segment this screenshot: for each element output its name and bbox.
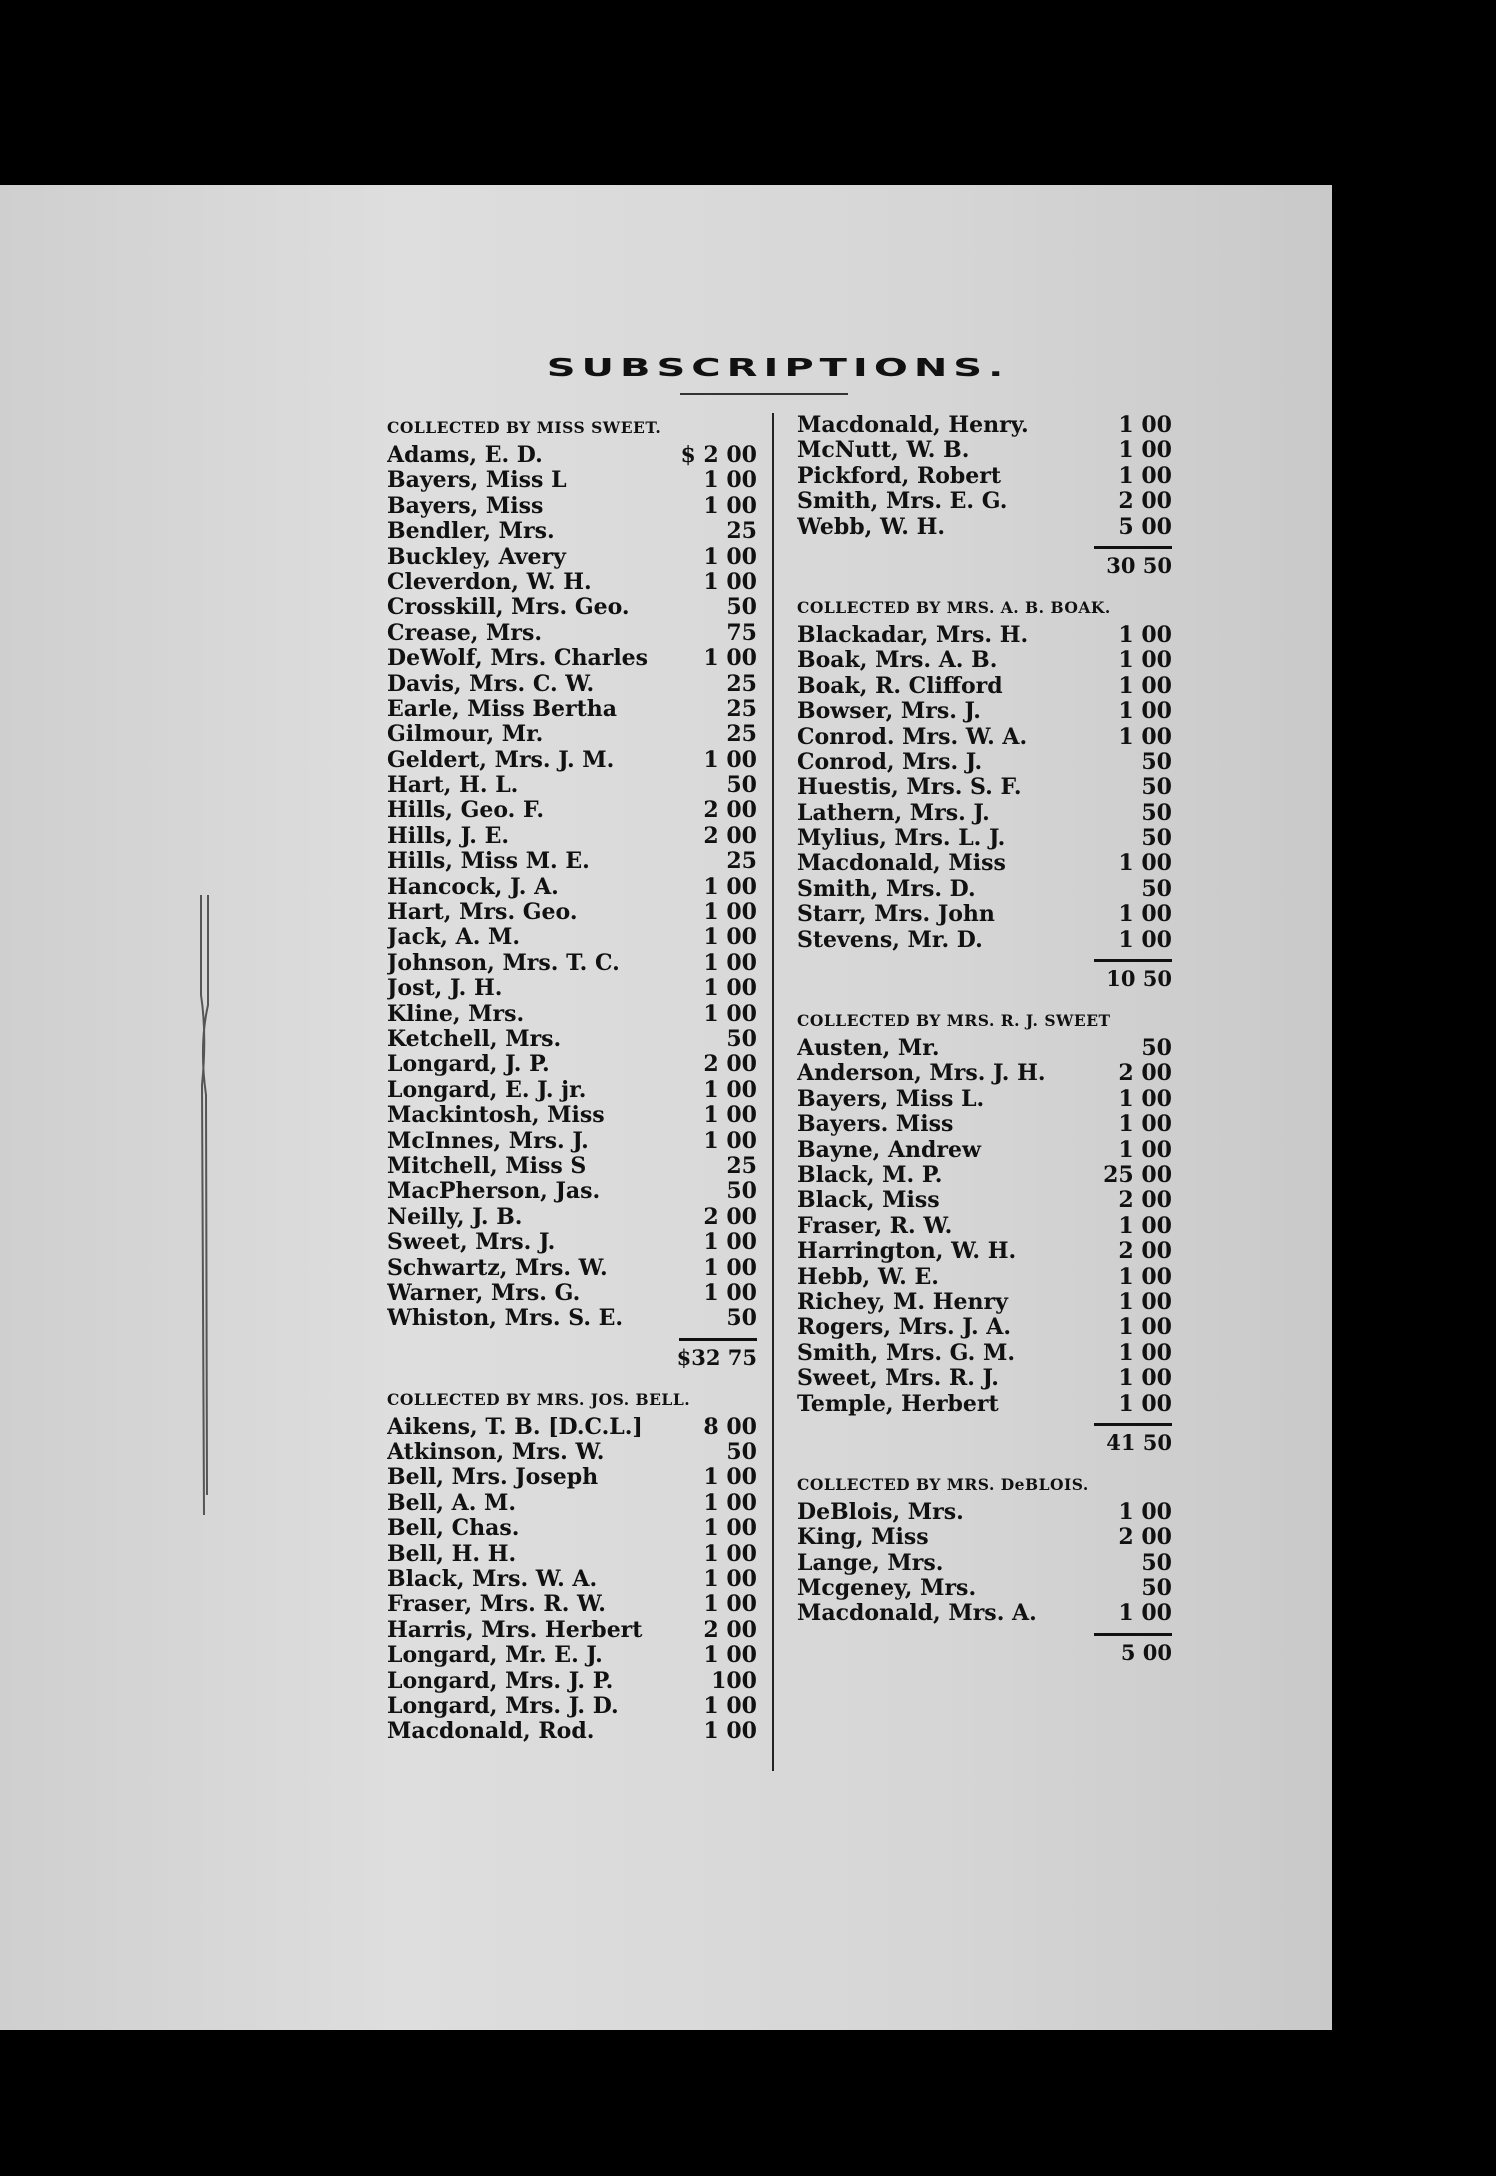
subscription-amount: 2 00: [1118, 1238, 1172, 1265]
subscriber-name: Neilly, J. B.: [387, 1204, 523, 1230]
subscriber-name: Crease, Mrs.: [387, 620, 543, 646]
list-bell: [387, 1415, 757, 1745]
section-heading-bell: COLLECTED BY MRS. JOS. BELL.: [387, 1389, 691, 1409]
subscriber-name: Hills, J. E.: [387, 823, 510, 849]
list-item: [387, 570, 757, 595]
list-item: [387, 1440, 757, 1465]
list-item: [797, 1366, 1172, 1391]
subscription-amount: 2 00: [703, 797, 757, 824]
subscription-amount: 50: [1141, 748, 1172, 775]
subscriber-name: Bell, A. M.: [387, 1490, 517, 1516]
subscriber-name: Bayers, Miss L: [387, 468, 567, 494]
subscriber-name: Atkinson, Mrs. W.: [387, 1440, 605, 1466]
list-item: [387, 849, 757, 874]
subscriber-name: Kline, Mrs.: [387, 1001, 525, 1027]
subscription-amount: 1 00: [1118, 437, 1172, 464]
list-item: [797, 1265, 1172, 1290]
subscriber-name: Buckley, Avery: [387, 544, 566, 570]
subscription-amount: 50: [726, 1178, 757, 1205]
list-item: [387, 697, 757, 722]
subscription-amount: 1 00: [1118, 1263, 1172, 1290]
subscription-amount: 2 00: [703, 822, 757, 849]
subscriber-name: DeWolf, Mrs. Charles: [387, 646, 649, 672]
needle-mark: [197, 895, 211, 1515]
subscription-amount: 2 00: [1118, 1060, 1172, 1087]
subscription-amount: 1 00: [1118, 901, 1172, 928]
subscriber-name: Boak, R. Clifford: [797, 673, 1003, 699]
list-item: [797, 1500, 1172, 1525]
title-underline: [680, 393, 848, 395]
list-item: [797, 1188, 1172, 1213]
subscriber-name: Fraser, Mrs. R. W.: [387, 1592, 606, 1618]
subscription-amount: 1 00: [1118, 1314, 1172, 1341]
list-item: [387, 672, 757, 697]
subscription-amount: 1 00: [703, 1229, 757, 1256]
list-item: [387, 1281, 757, 1306]
subscriber-name: Sweet, Mrs. R. J.: [797, 1366, 999, 1392]
subscription-amount: 1 00: [1118, 850, 1172, 877]
total-rjsweet: 41 50: [1106, 1429, 1172, 1455]
subscription-amount: $ 2 00: [680, 442, 757, 468]
subscriber-name: Hart, Mrs. Geo.: [387, 900, 578, 926]
list-item: [387, 1542, 757, 1567]
subscriber-name: Black, Miss: [797, 1188, 940, 1214]
subscription-amount: 1 00: [1118, 1498, 1172, 1525]
subscriber-name: Black, Mrs. W. A.: [387, 1567, 598, 1593]
subscriber-name: Smith, Mrs. E. G.: [797, 489, 1008, 515]
subscription-amount: 1 00: [703, 1279, 757, 1306]
subscriber-name: Mitchell, Miss S: [387, 1153, 587, 1179]
list-item: [387, 1256, 757, 1281]
subscription-amount: 1 00: [703, 949, 757, 976]
list-item: [797, 515, 1172, 540]
subscription-amount: 1 00: [1118, 1365, 1172, 1392]
list-item: [797, 438, 1172, 463]
total-sweet: $32 75: [676, 1344, 757, 1370]
subscriber-name: Jost, J. H.: [387, 976, 503, 1002]
list-item: [387, 824, 757, 849]
subscriber-name: Longard, Mr. E. J.: [387, 1643, 603, 1669]
list-item: [797, 1239, 1172, 1264]
list-boak: [797, 623, 1172, 953]
subscription-amount: 25 00: [1103, 1161, 1172, 1188]
list-item: [387, 1179, 757, 1204]
subscription-amount: 25: [726, 848, 757, 875]
subscriber-name: Schwartz, Mrs. W.: [387, 1255, 608, 1281]
total-bell: 30 50: [1106, 552, 1172, 578]
subscription-amount: 1 00: [703, 1540, 757, 1567]
subscription-amount: 1 00: [1118, 1339, 1172, 1366]
subscription-amount: 1 00: [703, 924, 757, 951]
list-item: [387, 1306, 757, 1331]
list-item: [797, 489, 1172, 514]
subscriber-name: Macdonald, Miss: [797, 851, 1006, 877]
subscription-amount: 1 00: [1118, 462, 1172, 489]
list-item: [797, 750, 1172, 775]
subscription-amount: 50: [1141, 1549, 1172, 1576]
subscriber-name: Harrington, W. H.: [797, 1239, 1017, 1265]
list-item: [797, 877, 1172, 902]
list-item: [387, 798, 757, 823]
subscriber-name: Lathern, Mrs. J.: [797, 800, 990, 826]
list-item: [797, 775, 1172, 800]
subscription-amount: 1 00: [1118, 1600, 1172, 1627]
subscriber-name: Hancock, J. A.: [387, 874, 559, 900]
list-item: [797, 464, 1172, 489]
subscription-amount: 50: [726, 772, 757, 799]
subscription-amount: 1 00: [703, 568, 757, 595]
subscriber-name: Longard, Mrs. J. D.: [387, 1693, 619, 1719]
subscription-amount: 25: [726, 695, 757, 722]
subscriber-name: Aikens, T. B. [D.C.L.]: [387, 1414, 643, 1440]
subscriber-name: Mackintosh, Miss: [387, 1103, 605, 1129]
subscriber-name: Blackadar, Mrs. H.: [797, 622, 1029, 648]
subscriber-name: Smith, Mrs. G. M.: [797, 1340, 1015, 1366]
subscription-amount: 1 00: [703, 543, 757, 570]
subscription-amount: 1 00: [1118, 647, 1172, 674]
list-item: [387, 925, 757, 950]
list-item: [387, 1516, 757, 1541]
list-item: [387, 443, 757, 468]
subscriber-name: Conrod. Mrs. W. A.: [797, 724, 1028, 750]
list-item: [387, 1002, 757, 1027]
list-item: [387, 773, 757, 798]
subscriber-name: Whiston, Mrs. S. E.: [387, 1306, 624, 1332]
subscriber-name: McInnes, Mrs. J.: [387, 1128, 589, 1154]
subscription-amount: 1 00: [703, 1489, 757, 1516]
list-item: [797, 801, 1172, 826]
subscription-amount: 75: [726, 619, 757, 646]
subscription-amount: 1 00: [703, 1692, 757, 1719]
list-item: [797, 1576, 1172, 1601]
subscription-amount: 1 00: [1118, 672, 1172, 699]
list-rjsweet: [797, 1036, 1172, 1417]
list-item: [797, 648, 1172, 673]
list-item: [387, 976, 757, 1001]
list-item: [797, 1315, 1172, 1340]
subscriber-name: Stevens, Mr. D.: [797, 927, 983, 953]
subscriber-name: Johnson, Mrs. T. C.: [387, 950, 620, 976]
subscriber-name: Rogers, Mrs. J. A.: [797, 1315, 1012, 1341]
subscription-amount: 1 00: [1118, 412, 1172, 438]
subscriber-name: Richey, M. Henry: [797, 1289, 1008, 1315]
subscriber-name: Bell, Chas.: [387, 1516, 520, 1542]
subscriber-name: Conrod, Mrs. J.: [797, 749, 983, 775]
subscription-amount: 1 00: [703, 1591, 757, 1618]
subscription-amount: 1 00: [703, 1464, 757, 1491]
list-item: [387, 1205, 757, 1230]
list-item: [387, 1719, 757, 1744]
list-item: [387, 1592, 757, 1617]
list-item: [387, 1415, 757, 1440]
subscription-amount: 50: [1141, 1575, 1172, 1602]
subscriber-name: Smith, Mrs. D.: [797, 876, 976, 902]
subscriber-name: Starr, Mrs. John: [797, 902, 995, 928]
subscriber-name: Longard, E. J. jr.: [387, 1077, 587, 1103]
subscriber-name: Harris, Mrs. Herbert: [387, 1617, 643, 1643]
subscriber-name: McNutt, W. B.: [797, 438, 970, 464]
subscription-amount: 1 00: [703, 1102, 757, 1129]
total-deblois: 5 00: [1120, 1639, 1172, 1665]
subscriber-name: Bell, H. H.: [387, 1541, 517, 1567]
subscriber-name: Macdonald, Mrs. A.: [797, 1601, 1037, 1627]
subscriber-name: DeBlois, Mrs.: [797, 1499, 964, 1525]
list-item: [387, 1129, 757, 1154]
subscription-amount: 1 00: [1118, 926, 1172, 953]
subscriber-name: Bell, Mrs. Joseph: [387, 1465, 599, 1491]
list-item: [387, 1643, 757, 1668]
section-heading-sweet: COLLECTED BY MISS SWEET.: [387, 418, 662, 437]
subscriber-name: Macdonald, Rod.: [387, 1719, 595, 1745]
list-item: [387, 951, 757, 976]
subscriber-name: Earle, Miss Bertha: [387, 696, 618, 722]
total-boak: 10 50: [1106, 966, 1172, 992]
list-item: [797, 699, 1172, 724]
list-bell-continued: [797, 413, 1172, 540]
subscription-amount: 1 00: [703, 899, 757, 926]
section-heading-rjsweet: COLLECTED BY MRS. R. J. SWEET: [797, 1011, 1111, 1031]
subscription-amount: 1 00: [703, 975, 757, 1002]
section-heading-deblois: COLLECTED BY MRS. DeBLOIS.: [797, 1474, 1089, 1494]
subscription-amount: 1 00: [703, 1642, 757, 1669]
list-item: [797, 1290, 1172, 1315]
subscription-amount: 5 00: [1118, 513, 1172, 540]
subscription-amount: 1 00: [703, 1254, 757, 1281]
list-item: [797, 1061, 1172, 1086]
subscriber-name: Warner, Mrs. G.: [387, 1280, 581, 1306]
subscription-amount: 1 00: [703, 1566, 757, 1593]
column-divider: [772, 413, 774, 1771]
subscriber-name: Hebb, W. E.: [797, 1264, 939, 1290]
subscriber-name: Hills, Miss M. E.: [387, 849, 590, 875]
list-item: [387, 748, 757, 773]
list-item: [797, 1138, 1172, 1163]
list-item: [797, 1601, 1172, 1626]
list-item: [387, 1078, 757, 1103]
subscription-amount: 50: [726, 1305, 757, 1332]
subscription-amount: 2 00: [1118, 1524, 1172, 1551]
subscriber-name: Macdonald, Henry.: [797, 413, 1029, 438]
subscription-amount: 2 00: [703, 1203, 757, 1230]
subscription-amount: 1 00: [703, 873, 757, 900]
list-item: [797, 1087, 1172, 1112]
subscriber-name: Gilmour, Mr.: [387, 722, 544, 748]
list-item: [387, 1027, 757, 1052]
subscription-amount: 1 00: [1118, 1111, 1172, 1138]
list-item: [797, 1551, 1172, 1576]
list-item: [797, 1525, 1172, 1550]
subscription-amount: 1 00: [703, 467, 757, 494]
subscription-amount: 1 00: [703, 1000, 757, 1027]
subscriber-name: Webb, W. H.: [797, 514, 946, 540]
subscription-amount: 1 00: [703, 746, 757, 773]
list-item: [387, 494, 757, 519]
list-item: [387, 1103, 757, 1128]
subscriber-name: Fraser, R. W.: [797, 1213, 953, 1239]
list-item: [387, 1694, 757, 1719]
subscriber-name: Longard, Mrs. J. P.: [387, 1668, 614, 1694]
subscriber-name: Bowser, Mrs. J.: [797, 699, 981, 725]
subscription-amount: 2 00: [1118, 488, 1172, 515]
subscriber-name: MacPherson, Jas.: [387, 1179, 601, 1205]
list-item: [797, 413, 1172, 438]
list-item: [387, 875, 757, 900]
subscriber-name: Bayers. Miss: [797, 1112, 954, 1138]
subscription-amount: 1 00: [703, 1076, 757, 1103]
subscription-amount: 1 00: [703, 1718, 757, 1745]
subscription-amount: 1 00: [1118, 1288, 1172, 1315]
subscription-amount: 50: [1141, 1035, 1172, 1062]
subscription-amount: 2 00: [703, 1051, 757, 1078]
subscriber-name: Mylius, Mrs. L. J.: [797, 826, 1006, 852]
subscriber-name: Black, M. P.: [797, 1162, 943, 1188]
subscriber-name: Geldert, Mrs. J. M.: [387, 747, 615, 773]
list-item: [387, 1669, 757, 1694]
subscription-amount: 2 00: [1118, 1187, 1172, 1214]
subscription-amount: 1 00: [703, 1127, 757, 1154]
subscription-amount: 50: [1141, 799, 1172, 826]
subscriber-name: Mcgeney, Mrs.: [797, 1576, 977, 1602]
subscriber-name: Bayers, Miss L.: [797, 1086, 985, 1112]
subscription-amount: 50: [726, 594, 757, 621]
subscription-amount: 25: [726, 670, 757, 697]
list-item: [387, 1465, 757, 1490]
list-item: [387, 900, 757, 925]
list-item: [387, 1618, 757, 1643]
list-item: [797, 851, 1172, 876]
subscriber-name: Lange, Mrs.: [797, 1550, 944, 1576]
subscriber-name: Hills, Geo. F.: [387, 798, 545, 824]
subscriber-name: Bayne, Andrew: [797, 1137, 981, 1163]
list-item: [797, 725, 1172, 750]
subscription-amount: 1 00: [1118, 1212, 1172, 1239]
list-item: [387, 1154, 757, 1179]
subscriber-name: Crosskill, Mrs. Geo.: [387, 595, 630, 621]
subscription-amount: 50: [726, 1025, 757, 1052]
list-item: [387, 1230, 757, 1255]
subscription-amount: 1 00: [703, 492, 757, 519]
subscriber-name: Longard, J. P.: [387, 1052, 550, 1078]
section-heading-boak: COLLECTED BY MRS. A. B. BOAK.: [797, 597, 1111, 617]
list-deblois: [797, 1500, 1172, 1627]
subscriber-name: Huestis, Mrs. S. F.: [797, 775, 1022, 801]
subscriber-name: Ketchell, Mrs.: [387, 1026, 562, 1052]
subscription-amount: 1 00: [703, 645, 757, 672]
subscriber-name: Sweet, Mrs. J.: [387, 1230, 556, 1256]
subscriber-name: Temple, Herbert: [797, 1391, 999, 1417]
subscription-amount: 50: [726, 1439, 757, 1466]
list-item: [387, 595, 757, 620]
subscriber-name: Hart, H. L.: [387, 773, 519, 799]
subscriber-name: Bayers, Miss: [387, 493, 544, 519]
subscriber-name: Davis, Mrs. C. W.: [387, 671, 595, 697]
list-item: [797, 928, 1172, 953]
scanned-page: [0, 185, 1332, 2030]
list-item: [387, 621, 757, 646]
subscription-amount: 1 00: [1118, 1085, 1172, 1112]
subscriber-name: Bendler, Mrs.: [387, 519, 555, 545]
subscription-amount: 25: [726, 518, 757, 545]
right-column: [797, 413, 1172, 1670]
subscription-amount: 2 00: [703, 1616, 757, 1643]
subscription-amount: 25: [726, 1152, 757, 1179]
subscription-amount: 50: [1141, 875, 1172, 902]
subscription-amount: 1 00: [703, 1515, 757, 1542]
list-item: [797, 674, 1172, 699]
subscription-amount: 1 00: [1118, 723, 1172, 750]
subscription-amount: 1 00: [1118, 698, 1172, 725]
list-item: [387, 1567, 757, 1592]
subscription-amount: 50: [1141, 825, 1172, 852]
subscription-amount: 25: [726, 721, 757, 748]
list-item: [797, 1214, 1172, 1239]
list-item: [797, 1392, 1172, 1417]
list-item: [387, 722, 757, 747]
subscriber-name: Anderson, Mrs. J. H.: [797, 1061, 1046, 1087]
subscriber-name: Adams, E. D.: [387, 443, 543, 468]
subscription-amount: 100: [711, 1667, 757, 1694]
subscriber-name: Austen, Mr.: [797, 1036, 940, 1062]
subscription-amount: 1 00: [1118, 1136, 1172, 1163]
subscription-amount: 8 00: [703, 1413, 757, 1440]
subscription-amount: 1 00: [1118, 1390, 1172, 1417]
list-item: [387, 468, 757, 493]
subscriber-name: Pickford, Robert: [797, 463, 1002, 489]
list-item: [797, 902, 1172, 927]
list-item: [797, 1036, 1172, 1061]
page-title: SUBSCRIPTIONS.: [546, 353, 1010, 383]
list-item: [387, 545, 757, 570]
list-item: [797, 1163, 1172, 1188]
list-item: [797, 1112, 1172, 1137]
list-item: [387, 1052, 757, 1077]
subscriber-name: Boak, Mrs. A. B.: [797, 648, 998, 674]
list-item: [387, 519, 757, 544]
subscriber-name: Jack, A. M.: [387, 925, 521, 951]
list-item: [797, 826, 1172, 851]
subscriber-name: King, Miss: [797, 1525, 929, 1551]
left-column: [387, 413, 757, 1745]
subscription-amount: 1 00: [1118, 621, 1172, 648]
list-sweet: [387, 443, 757, 1332]
list-item: [797, 623, 1172, 648]
subscription-amount: 50: [1141, 774, 1172, 801]
subscriber-name: Cleverdon, W. H.: [387, 569, 592, 595]
list-item: [387, 1491, 757, 1516]
list-item: [797, 1341, 1172, 1366]
list-item: [387, 646, 757, 671]
